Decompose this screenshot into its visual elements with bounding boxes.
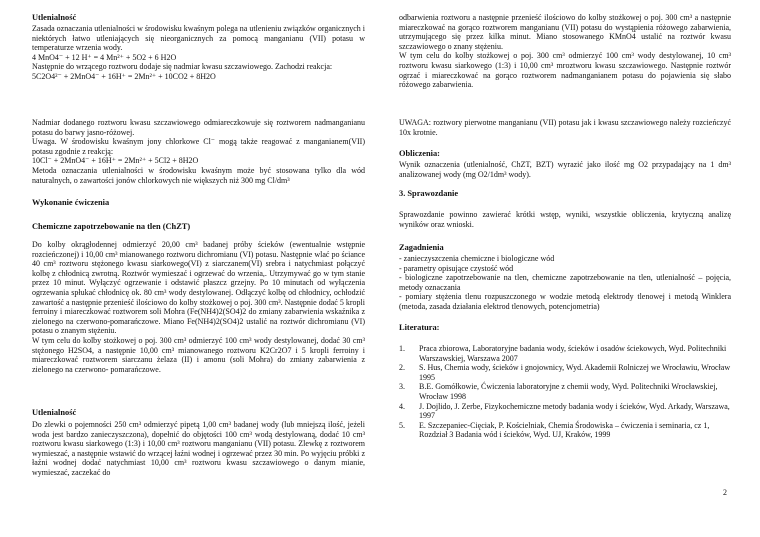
chzt-heading: Chemiczne zapotrzebowanie na tlen (ChZT) (32, 222, 191, 231)
wykonanie-heading: Wykonanie ćwiczenia (32, 198, 110, 207)
literatura-item (399, 402, 731, 421)
literatura-item-number: 1. (399, 344, 405, 353)
literatura-item-text: J. Dojlido, J. Zerbe, Fizykochemiczne metody badania wody i ścieków, Wyd. Arkady, Warszawa, 1997 (419, 401, 730, 421)
utlenialnosc-text: Zasada oznaczania utlenialności w środowisku kwaśnym polega na utlenieniu związków organicznych i niektórych łatwo utleniających się nieorganicznych za pomocą manganianu (VII) potasu w temperaturze wrzenia wody. 4 MnO4⁻ + 12 H⁺ = 4 Mn²⁺ + 5O2 + 6 H2O Następnie do wrzącego roztworu dodaje się nadmiar kwasu szczawiowego. Zachodzi reakcja: 5C2O4²⁻ + 2MnO4⁻ + 16H⁺ = 2Mn²⁺ + 10CO2 + 8H2O (32, 24, 365, 81)
literatura-item (399, 421, 731, 440)
zagadnienia-heading: Zagadnienia (399, 243, 444, 252)
sprawozdanie-text: Sprawozdanie powinno zawierać krótki wstęp, wyniki, wszystkie obliczenia, krytyczną analizę wyników oraz wnioski. (399, 210, 731, 229)
nadmiar-text: Nadmiar dodanego roztworu kwasu szczawiowego odmiareczkowuje się roztworem nadmanganianu potasu do barwy jasno-różowej. Uwaga. W środowisku kwaśnym jony chlorkowe Cl⁻ mogą także reagować z manganianem(VII) potasu zgodnie z reakcją: 10Cl⁻ + 2MnO4⁻ + 16H⁺ = 2Mn²⁺ + 5Cl2 + 8H2O Metoda oznaczania utlenialności w środowisku kwaśnym może być stosowana tylko dla wód naturalnych, o zawartości jonów chlorkowych nie większych niż 300 mg Cl/dm³ (32, 118, 365, 185)
literatura-item-text: S. Hus, Chemia wody, ścieków i gnojownicy, Wyd. Akademii Rolniczej we Wrocławiu, Wrocław 1995 (419, 363, 731, 382)
literatura-item-text: E. Szczepaniec-Cięciak, P. Kościelniak, Chemia Środowiska – ćwiczenia i seminaria, cz 1, Rozdział 3 Badania wód i ścieków, Wyd. UJ, Kraków, 1999 (419, 420, 710, 440)
literatura-item-number: 3. (399, 382, 405, 392)
literatura-item (399, 382, 731, 401)
literatura-item-number: 4. (399, 401, 405, 411)
uwaga-text: UWAGA: roztwory pierwotne manganianu (VII) potasu jak i kwasu szczawiowego należy rozcieńczyć 10x krotnie. (399, 118, 731, 137)
literatura-item-text: B.E. Gomółkowie, Ćwiczenia laboratoryjne z chemii wody, Wyd. Politechniki Wrocławskiej, Wrocław 1998 (419, 382, 718, 401)
utlenialnosc-heading: Utlenialność (32, 13, 77, 22)
obliczenia-text: Wynik oznaczenia (utlenialność, ChZT, BZT) wyrazić jako ilość mg O2 przypadający na 1 dm³ analizowanej wody (mg O2/1dm³ wody). (399, 160, 731, 179)
zagadnienia-text: - zanieczyszczenia chemiczne i biologiczne wód - parametry opisujące czystość wód - biologiczne zapotrzebowanie na tlen, chemiczne zapotrzebowanie na tlen, utlenialność – pojęcia, metody oznaczania - pomiary stężenia tlenu rozpuszczonego w wodzie metodą elektrody tlenowej i metodą Winklera (metoda, zasada działania elektrod tlenowych, potencjometria) (399, 254, 731, 311)
sprawozdanie-heading: 3. Sprawozdanie (399, 189, 459, 198)
literatura-item (399, 363, 731, 382)
chzt-text: Do kolby okrągłodennej odmierzyć 20,00 cm³ badanej próby ścieków (ewentualnie wstępnie rozcieńczonej) i 10,00 cm³ mianowanego roztworu dichromianu (VI) potasu. Następnie wlać po ściance 40 cm³ roztworu stężonego kwasu siarkowego(VI) z siarczanem(VI) srebra i natychmiast połączyć kolbę z chłodnicą zwrotną. Roztwór wymieszać i ogrzewać do wrzenia,. Utrzymywać go w tym stanie przez 10 minut. Wyłączyć ogrzewanie i odstawić płaszcz grzejny. Po 10 minutach od wyłączenia ogrzewania spłukać chłodnicę ok. 80 cm³ wody destylowanej. Odłączyć kolbę od chłodnicy, ochłodzić zawartość a następnie przenieść ilościowo do kolby stożkowej o poj. 300 cm³. Następnie dodać 5 kropli ferroiny i miareczkować roztworem soli Mohra (Fe(NH4)2(SO4)2 do zmiany zabarwienia wskaźnika z zielonego na czerwono-pomarańczowe. Miano Fe(NH4)2(SO4)2 ustalić na roztwór dichromianu (VI) potasu o znanym stężeniu. W tym celu do kolby stożkowej o poj. 300 cm³ odmierzyć 100 cm³ wody destylowanej, dodać 30 cm³ stężonego H2SO4, a następnie 10,00 cm³ mianowanego roztworu K2Cr2O7 i 5 kropli ferroiny i miareczkować roztworem siarczanu żelaza (II) i amonu (soli Mohra) do zmiany zabarwienia z zielonego na czerwono- pomarańczowe. (32, 240, 365, 374)
page-number: 2 (723, 488, 727, 497)
utlenialnosc2-heading: Utlenialność (32, 408, 77, 417)
obliczenia-heading: Obliczenia: (399, 149, 440, 158)
literatura-item (399, 344, 731, 363)
utlenialnosc2-text: Do zlewki o pojemności 250 cm³ odmierzyć pipetą 1,00 cm³ badanej wody (lub mniejszą ilość, jeżeli woda jest bardzo zanieczyszczona), dopełnić do objętości 100 cm³ wodą destylowaną, dodać 10 cm³ roztworu kwasu siarkowego (1:3) i 10,00 cm³ roztworu manganianu (VII) potasu. Zlewkę z roztworem wymieszać, a następnie wstawić do wrzącej łaźni wodnej i ogrzewać przez 30 min. Po wyjęciu próbki z łaźni wodnej dodać natychmiast 10,00 cm³ roztworu kwasu szczawiowego o danym mianie, wymieszać, zaczekać do (32, 420, 365, 477)
literatura-list (399, 344, 731, 440)
literatura-item-number: 2. (399, 363, 405, 373)
literatura-heading: Literatura: (399, 323, 440, 332)
continuation-text: odbarwienia roztworu a następnie przenieść ilościowo do kolby stożkowej o poj. 300 cm³ a następnie miareczkować na gorąco roztworem manganianu (VII) potasu do wystąpienia różowego zabarwienia, utrzymującego się przez kilka minut. Miano stosowanego KMnO4 ustalić na roztwór kwasu szczawiowego o znany stężeniu. W tym celu do kolby stożkowej o poj. 300 cm³ odmierzyć 100 cm³ wody destylowanej, 10 cm³ roztworu kwasu siarkowego (1:3) i 10,00 cm³ mroztworu kwasu szczawiowego. Następnie roztwór ogrzać i miareczkować na gorąco roztworem nadmanganianem potasu do pojawienia się słabo różowego zabarwienia. (399, 13, 731, 90)
literatura-item-number: 5. (399, 420, 405, 430)
literatura-item-text: Praca zbiorowa, Laboratoryjne badania wody, ścieków i osadów ściekowych, Wyd. Politechniki Warszawskiej, Warszawa 2007 (419, 344, 727, 363)
